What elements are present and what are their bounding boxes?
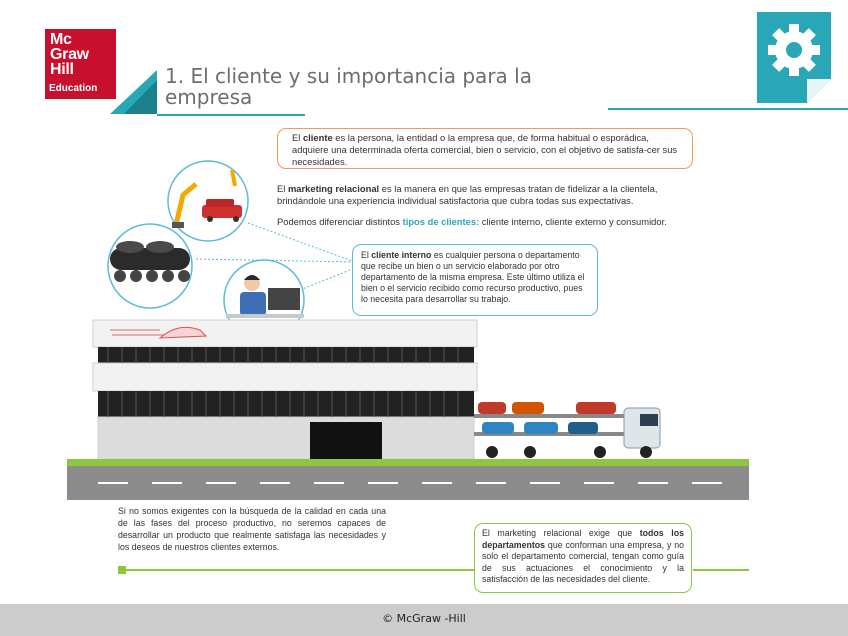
- cliente-pre: El: [292, 132, 303, 143]
- marketing-pre: El: [277, 183, 288, 194]
- page-title: 1. El cliente y su importancia para la empresa: [165, 64, 532, 109]
- green-divider: [120, 569, 474, 571]
- marketing-departamentos-box: [474, 523, 692, 593]
- car-carrier-truck-icon: [474, 402, 660, 458]
- interno-post: es cualquier persona o departamento que recibe un bien o un servicio elaborado por otro departamento de la misma empresa. Este último utiliza el bien o el servicio recibido como recurso productivo, pues lo necesita para desarrollar su trabajo.: [361, 250, 585, 304]
- calidad-paragraph: Si no somos exigentes con la búsqueda de la calidad en cada una de las fases del proceso productivo, no seremos capaces de desarrollar un producto que realmente satisfaga las necesidades y los deseos de nuestros clientes externos.: [118, 506, 386, 552]
- cliente-post: es la persona, la entidad o la empresa que, de forma habitual o esporádica, adquiere una determinada oferta comercial, bien o servicio, con el objetivo de satisfa-cer sus necesidades.: [292, 132, 678, 167]
- interno-bold: cliente interno: [371, 250, 432, 260]
- tipos-highlight: tipos de clientes:: [402, 216, 480, 227]
- logo-line-2: Graw: [50, 46, 89, 63]
- mk2-pre: El marketing relacional exige que: [482, 528, 640, 538]
- mk2-post: que conforman una empresa, y no solo el departamento comercial, tengan como guía de sus actuaciones el conocimiento y la satisfacción de las necesidades del cliente.: [482, 539, 684, 584]
- cliente-bold: cliente: [302, 132, 333, 143]
- logo-line-4: Education: [49, 83, 98, 94]
- green-divider-right: [693, 569, 749, 571]
- company-building: [93, 320, 477, 459]
- logo-line-3: Hill: [50, 61, 74, 78]
- tipos-post: cliente interno, cliente externo y consumidor.: [479, 216, 667, 227]
- cliente-definition-box: [277, 128, 693, 169]
- robot-arm-icon: [168, 161, 248, 241]
- marketing-relacional-paragraph: [277, 183, 697, 207]
- logo-line-1: Mc: [50, 31, 72, 48]
- marketing-post: es la manera en que las empresas tratan de fidelizar a la clientela, brindándole una experiencia individual satisfactoria que cubra todas sus expectativas.: [277, 183, 658, 206]
- copyright-text: © McGraw -Hill: [382, 612, 466, 625]
- marketing-bold: marketing relacional: [287, 183, 380, 194]
- tires-icon: [108, 224, 192, 308]
- interno-pre: El: [361, 250, 372, 260]
- tipos-clientes-paragraph: [277, 216, 707, 228]
- mk2-bold: todos los departamentos: [482, 528, 684, 550]
- cliente-interno-box: [352, 244, 598, 316]
- tipos-pre: Podemos diferenciar distintos: [277, 216, 403, 227]
